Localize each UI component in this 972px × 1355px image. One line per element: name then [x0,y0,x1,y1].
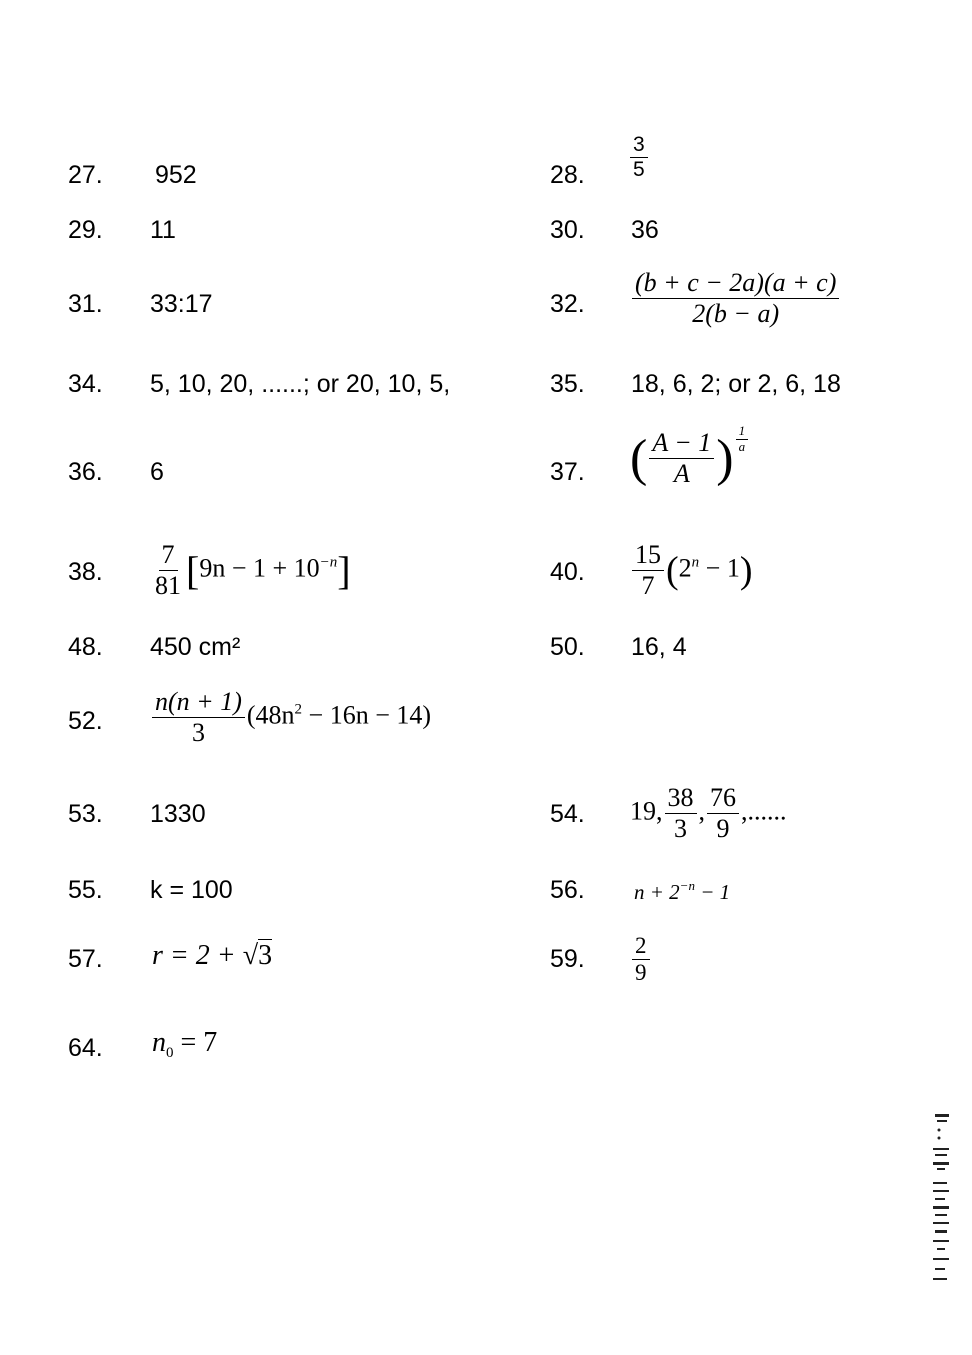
exponent: −n [679,878,695,893]
answer-value: 6 [150,458,164,486]
item-number: 28. [550,161,585,189]
answer-value: 36 [631,216,659,244]
left-paren: ( [630,429,648,487]
radical-sign: √ [242,940,259,971]
denominator: 9 [716,813,730,843]
item-number: 52. [68,707,103,735]
expr-lhs: r = 2 + [152,940,243,971]
numerator: (b + c − 2a)(a + c) [632,268,839,299]
factor-start: (48n [246,700,295,730]
variable: n [152,1027,166,1058]
answer-value: 33:17 [150,290,213,318]
right-paren: ) [739,549,753,592]
numerator: 38 [665,783,697,814]
right-paren: ) [716,429,734,487]
exponent-denominator: a [738,438,746,454]
numerator: 3 [630,133,648,158]
tail: − 1 [699,553,740,583]
square: 2 [294,701,303,718]
answer-expression: 19, $\frac{38}{3}$ , $\frac{76}{9}$ ,...... [630,783,787,843]
ellipsis: ,...... [741,796,787,826]
denominator: 3 [191,717,205,747]
denominator: A [673,458,690,488]
answer-fraction [630,268,841,329]
item-number: 31. [68,290,103,318]
item-number: 48. [68,633,103,661]
answer-value: 1330 [150,800,206,828]
item-number: 37. [550,458,585,486]
item-number: 50. [550,633,585,661]
first-term: 19, [630,796,663,826]
radicand: 3 [258,940,273,971]
item-number: 53. [68,800,103,828]
answer-expression [630,540,752,601]
item-number: 40. [550,558,585,586]
answer-value: 16, 4 [631,633,687,661]
bracket-content: 9n − 1 + 10 [199,553,320,583]
subscript: 0 [166,1045,174,1061]
item-number: 35. [550,370,585,398]
numerator: n(n + 1) [152,687,245,718]
item-number: 54. [550,800,585,828]
answer-expression [634,878,730,905]
item-number: 57. [68,945,103,973]
item-number: 27. [68,161,103,189]
answer-expression [150,540,351,601]
item-number: 30. [550,216,585,244]
item-number: 36. [68,458,103,486]
item-number: 59. [550,945,585,973]
right-bracket: ] [337,547,351,593]
denominator: 7 [641,570,655,600]
denominator: 2(b − a) [692,298,780,328]
base: 2 [678,553,692,583]
answer-fraction [628,133,650,182]
item-number: 55. [68,876,103,904]
numerator: 15 [632,540,664,571]
answer-value: 952 [155,161,197,189]
numerator: 7 [159,540,178,571]
answer-value: 11 [150,216,176,244]
expr-rhs: = 7 [173,1027,218,1058]
denominator: 3 [674,813,687,843]
answer-value: 450 cm² [150,633,241,661]
answer-expression [152,1027,217,1062]
left-bracket: [ [186,547,200,593]
answer-value: 18, 6, 2; or 2, 6, 18 [631,370,841,398]
denominator: 5 [633,158,645,182]
numerator: 2 [632,933,650,960]
denominator: 81 [155,570,181,600]
answer-expression [152,940,272,972]
item-number: 64. [68,1034,103,1062]
numerator: A − 1 [649,428,714,459]
answer-fraction [630,933,652,987]
denominator: 9 [635,960,647,986]
watermark-logo [925,1112,965,1292]
expr-end: − 1 [694,880,731,904]
left-paren: ( [666,549,679,592]
answer-value: 5, 10, 20, ......; or 20, 10, 5, [150,370,451,398]
answer-expression [150,687,431,748]
answer-value: k = 100 [150,876,233,904]
item-number: 56. [550,876,585,904]
item-number: 29. [68,216,103,244]
exponent: −n [319,554,338,571]
factor-end: − 16n − 14) [302,700,432,730]
numerator: 76 [707,783,739,814]
expr-start: n + 2 [634,880,680,904]
item-number: 34. [68,370,103,398]
item-number: 38. [68,558,103,586]
exponent: n [691,554,700,571]
item-number: 32. [550,290,585,318]
answer-expression [630,423,750,489]
exponent-numerator: 1 [736,424,749,440]
